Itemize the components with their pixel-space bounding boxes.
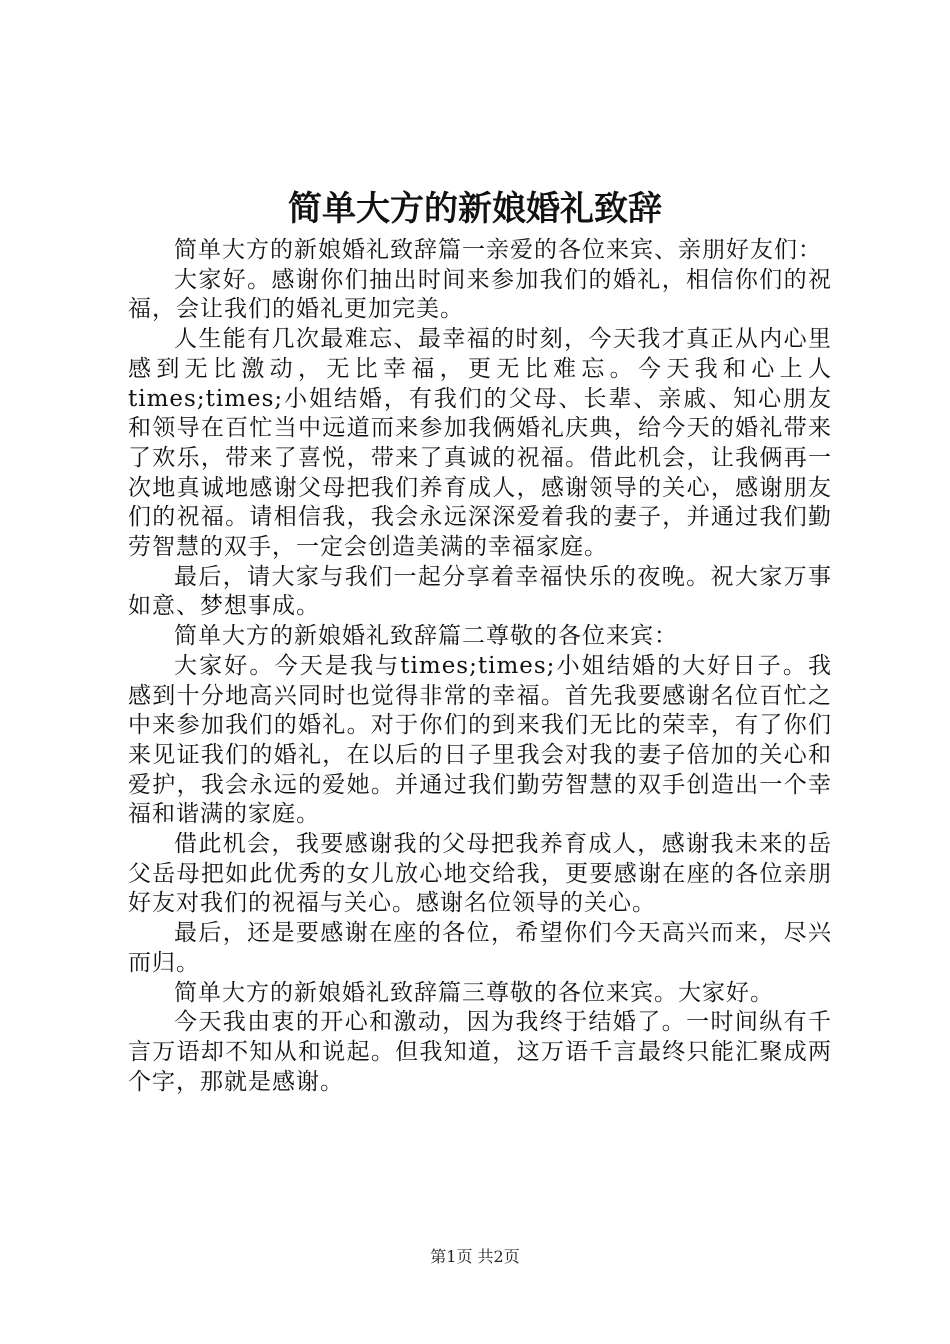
paragraph: 大家好。今天是我与times;times;小姐结婚的大好日子。我感到十分地高兴同时也觉得非常的幸福。首先我要感谢名位百忙之中来参加我们的婚礼。对于你们的到来我们无比的荣幸，有了你们来见证我们的婚礼，在以后的日子里我会对我的妻子倍加的关心和爱护，我会永远的爱她。并通过我们勤劳智慧的双手创造出一个幸福和谐满的家庭。 [128, 652, 832, 828]
paragraph: 今天我由衷的开心和激动，因为我终于结婚了。一时间纵有千言万语却不知从和说起。但我知道，这万语千言最终只能汇聚成两个字，那就是感谢。 [128, 1009, 832, 1095]
page-number-footer: 第1页 共2页 [430, 1247, 520, 1266]
paragraph: 人生能有几次最难忘、最幸福的时刻，今天我才真正从内心里感到无比激动，无比幸福，更无比难忘。今天我和心上人times;times;小姐结婚，有我们的父母、长辈、亲戚、知心朋友和领导在百忙当中远道而来参加我俩婚礼庆典，给今天的婚礼带来了欢乐，带来了喜悦，带来了真诚的祝福。借此机会，让我俩再一次地真诚地感谢父母把我们养育成人，感谢领导的关心，感谢朋友们的祝福。请相信我，我会永远深深爱着我的妻子，并通过我们勤劳智慧的双手，一定会创造美满的幸福家庭。 [128, 326, 832, 561]
paragraph: 借此机会，我要感谢我的父母把我养育成人，感谢我未来的岳父岳母把如此优秀的女儿放心地交给我，更要感谢在座的各位亲朋好友对我们的祝福与关心。感谢名位领导的关心。 [128, 831, 832, 917]
paragraph: 简单大方的新娘婚礼致辞篇二尊敬的各位来宾： [174, 623, 678, 650]
document-title: 简单大方的新娘婚礼致辞 [288, 189, 662, 229]
document-body [128, 236, 832, 1097]
paragraph: 大家好。感谢你们抽出时间来参加我们的婚礼，相信你们的祝福，会让我们的婚礼更加完美。 [128, 266, 832, 323]
paragraph: 简单大方的新娘婚礼致辞篇一亲爱的各位来宾、亲朋好友们： [174, 237, 822, 263]
paragraph: 最后，还是要感谢在座的各位，希望你们今天高兴而来，尽兴而归。 [128, 920, 832, 976]
paragraph: 最后，请大家与我们一起分享着幸福快乐的夜晚。祝大家万事如意、梦想事成。 [128, 563, 832, 620]
paragraph: 简单大方的新娘婚礼致辞篇三尊敬的各位来宾。大家好。 [174, 979, 774, 1006]
